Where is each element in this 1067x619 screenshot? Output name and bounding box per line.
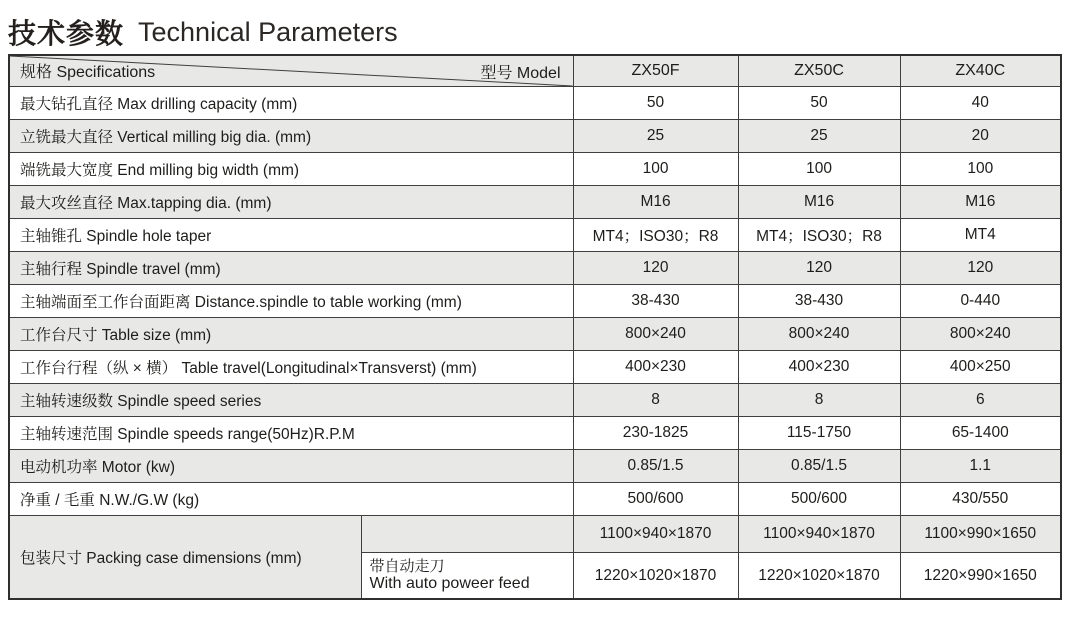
cell-value: 0-440	[900, 285, 1061, 318]
cell-value: 100	[738, 153, 900, 186]
header-row	[9, 55, 1061, 87]
cell-value: 1100×940×1870	[573, 516, 738, 553]
cell-value: 6	[900, 384, 1061, 417]
row-label: 工作台行程（纵 × 横） Table travel(Longitudinal×Transverst) (mm)	[9, 351, 573, 384]
spec-header-label: 规格 Specifications	[20, 64, 156, 81]
packing-row-standard	[9, 516, 1061, 553]
cell-value: 8	[573, 384, 738, 417]
table-row	[9, 219, 1061, 252]
table-row	[9, 252, 1061, 285]
row-label: 最大钻孔直径 Max drilling capacity (mm)	[9, 87, 573, 120]
cell-value: M16	[738, 186, 900, 219]
row-label: 净重 / 毛重 N.W./G.W (kg)	[9, 483, 573, 516]
cell-value: MT4	[900, 219, 1061, 252]
page-title	[8, 10, 1067, 54]
table-row	[9, 153, 1061, 186]
cell-value: 800×240	[738, 318, 900, 351]
cell-value: MT4；ISO30；R8	[573, 219, 738, 252]
cell-value: 430/550	[900, 483, 1061, 516]
cell-value: 400×230	[573, 351, 738, 384]
table-row	[9, 417, 1061, 450]
cell-value: 100	[573, 153, 738, 186]
cell-value: 400×250	[900, 351, 1061, 384]
row-label: 立铣最大直径 Vertical milling big dia. (mm)	[9, 120, 573, 153]
table-row	[9, 384, 1061, 417]
model-column-header: ZX50C	[738, 55, 900, 87]
page-title-zh: 技术参数	[8, 18, 125, 49]
model-header-label: 型号 Model	[480, 65, 561, 82]
cell-value: 400×230	[738, 351, 900, 384]
cell-value: 1100×940×1870	[738, 516, 900, 553]
row-label: 主轴转速范围 Spindle speeds range(50Hz)R.P.M	[9, 417, 573, 450]
cell-value: 1100×990×1650	[900, 516, 1061, 553]
auto-feed-sublabel-zh: 带自动走刀	[369, 557, 445, 575]
table-row	[9, 483, 1061, 516]
cell-value: 230-1825	[573, 417, 738, 450]
row-label: 电动机功率 Motor (kw)	[9, 450, 573, 483]
cell-value: M16	[573, 186, 738, 219]
cell-value: 115-1750	[738, 417, 900, 450]
cell-value: 38-430	[738, 285, 900, 318]
cell-value: 1.1	[900, 450, 1061, 483]
packing-standard-subcell	[361, 516, 573, 553]
cell-value: 8	[738, 384, 900, 417]
row-label: 端铣最大宽度 End milling big width (mm)	[9, 153, 573, 186]
auto-feed-sublabel	[361, 553, 573, 600]
table-row	[9, 87, 1061, 120]
table-row	[9, 351, 1061, 384]
cell-value: 120	[573, 252, 738, 285]
technical-parameters-table	[8, 54, 1062, 600]
cell-value: 800×240	[573, 318, 738, 351]
table-row	[9, 186, 1061, 219]
cell-value: 500/600	[738, 483, 900, 516]
cell-value: 25	[738, 120, 900, 153]
cell-value: 500/600	[573, 483, 738, 516]
table-row	[9, 450, 1061, 483]
row-label: 主轴端面至工作台面距离 Distance.spindle to table working (mm)	[9, 285, 573, 318]
packing-row-label: 包装尺寸 Packing case dimensions (mm)	[9, 516, 361, 600]
table-row	[9, 120, 1061, 153]
cell-value: 1220×990×1650	[900, 553, 1061, 600]
model-column-header: ZX40C	[900, 55, 1061, 87]
cell-value: 100	[900, 153, 1061, 186]
cell-value: 800×240	[900, 318, 1061, 351]
row-label: 主轴锥孔 Spindle hole taper	[9, 219, 573, 252]
cell-value: 25	[573, 120, 738, 153]
cell-value: 1220×1020×1870	[738, 553, 900, 600]
cell-value: 65-1400	[900, 417, 1061, 450]
cell-value: 40	[900, 87, 1061, 120]
row-label: 工作台尺寸 Table size (mm)	[9, 318, 573, 351]
auto-feed-sublabel-en: With auto poweer feed	[369, 574, 530, 592]
table-row	[9, 285, 1061, 318]
cell-value: 0.85/1.5	[573, 450, 738, 483]
cell-value: 20	[900, 120, 1061, 153]
row-label: 主轴行程 Spindle travel (mm)	[9, 252, 573, 285]
cell-value: 120	[900, 252, 1061, 285]
cell-value: M16	[900, 186, 1061, 219]
cell-value: 38-430	[573, 285, 738, 318]
cell-value: MT4；ISO30；R8	[738, 219, 900, 252]
cell-value: 120	[738, 252, 900, 285]
header-corner-cell	[9, 55, 573, 87]
row-label: 最大攻丝直径 Max.tapping dia. (mm)	[9, 186, 573, 219]
cell-value: 50	[738, 87, 900, 120]
row-label: 主轴转速级数 Spindle speed series	[9, 384, 573, 417]
model-column-header: ZX50F	[573, 55, 738, 87]
cell-value: 1220×1020×1870	[573, 553, 738, 600]
cell-value: 50	[573, 87, 738, 120]
cell-value: 0.85/1.5	[738, 450, 900, 483]
table-row	[9, 318, 1061, 351]
page-title-en: Technical Parameters	[138, 16, 398, 47]
